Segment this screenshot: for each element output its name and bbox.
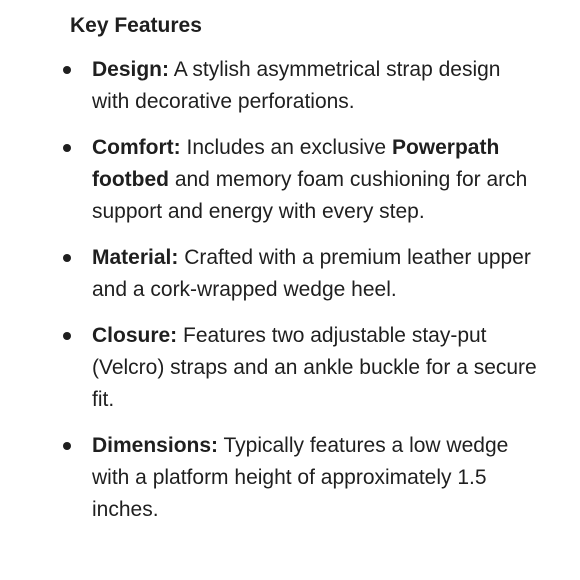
- bullet-icon: [63, 254, 71, 262]
- feature-item-dimensions: [0, 430, 580, 526]
- feature-item-closure: [0, 320, 580, 416]
- feature-text: Crafted with a premium leather upper and a cork-wrapped wedge heel.: [92, 246, 531, 301]
- bullet-icon: [63, 332, 71, 340]
- feature-text: and memory foam cushioning for arch support and energy with every step.: [92, 168, 528, 223]
- bullet-icon: [63, 442, 71, 450]
- feature-text: Includes an exclusive: [180, 136, 392, 159]
- feature-label: Comfort:: [92, 136, 181, 159]
- feature-item-material: [0, 242, 580, 306]
- feature-item-comfort: [0, 132, 580, 228]
- feature-text: Typically features a low wedge with a platform height of approximately 1.5 inches.: [92, 434, 509, 521]
- feature-text: A stylish asymmetrical strap design with decorative perforations.: [92, 58, 501, 113]
- feature-list: [0, 54, 580, 526]
- feature-label: Closure:: [92, 324, 178, 347]
- bullet-icon: [63, 144, 71, 152]
- section-title: Key Features: [70, 14, 202, 37]
- feature-text: Features two adjustable stay-put (Velcro) straps and an ankle buckle for a secure fit.: [92, 324, 537, 411]
- feature-highlight: Powerpath footbed: [92, 136, 500, 191]
- feature-item-design: [0, 54, 580, 118]
- bullet-icon: [63, 66, 71, 74]
- feature-label: Design:: [92, 58, 170, 81]
- feature-label: Material:: [92, 246, 179, 269]
- feature-label: Dimensions:: [92, 434, 219, 457]
